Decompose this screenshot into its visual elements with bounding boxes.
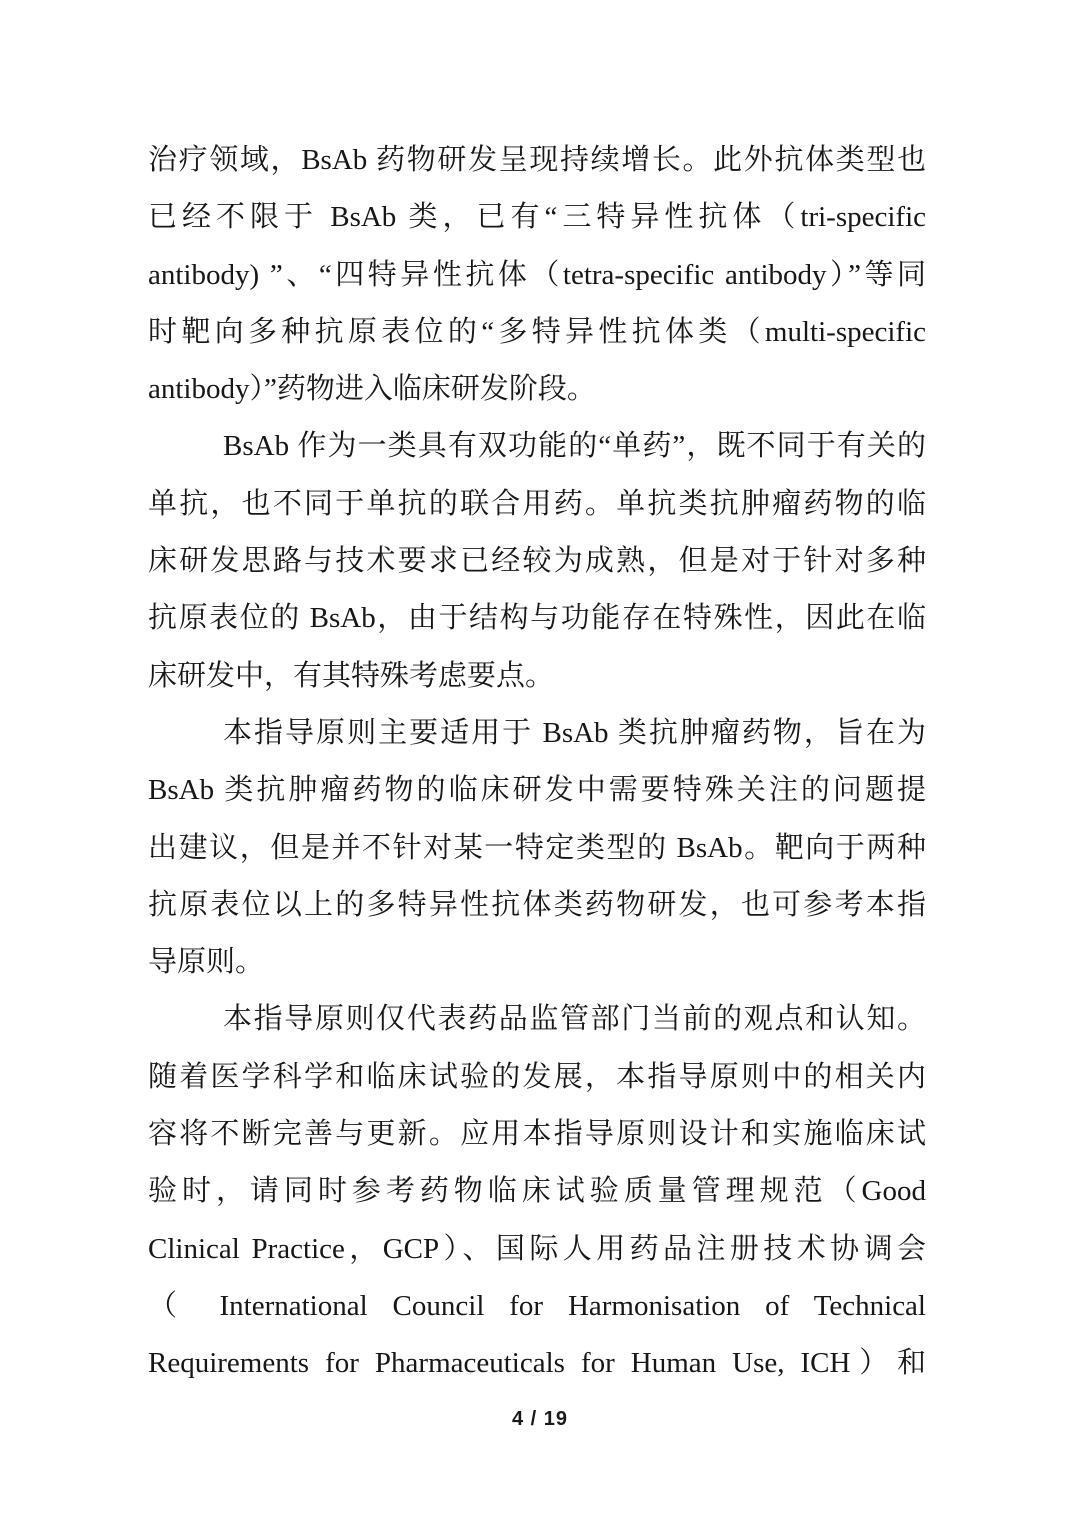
text-line: antibody）”药物进入临床研发阶段。 (148, 373, 596, 406)
text-line: 床研发思路与技术要求已经较为成熟，但是对于针对多种 (148, 545, 926, 578)
document-body (148, 132, 926, 1393)
text-line: 已经不限于 BsAb 类，已有“三特异性抗体（tri-specific (148, 201, 926, 234)
text-line: BsAb 作为一类具有双功能的“单药”，既不同于有关的 (223, 430, 926, 463)
text-line: 抗原表位以上的多特异性抗体类药物研发，也可参考本指 (148, 888, 926, 921)
text-line: （ International Council for Harmonisation of Technical (148, 1289, 926, 1322)
text-line: 本指导原则仅代表药品监管部门当前的观点和认知。 (223, 1003, 926, 1036)
page-number: 4 / 19 (511, 1408, 569, 1430)
text-line: Requirements for Pharmaceuticals for Human Use, ICH）和 (148, 1347, 926, 1380)
text-line: 容将不断完善与更新。应用本指导原则设计和实施临床试 (148, 1118, 926, 1151)
text-line: 时靶向多种抗原表位的“多特异性抗体类（multi-specific (148, 315, 926, 348)
text-line: 出建议，但是并不针对某一特定类型的 BsAb。靶向于两种 (148, 831, 926, 864)
page-footer (0, 1408, 1080, 1431)
text-line: 导原则。 (148, 946, 265, 979)
text-line: 随着医学科学和临床试验的发展，本指导原则中的相关内 (148, 1060, 926, 1093)
text-line: 本指导原则主要适用于 BsAb 类抗肿瘤药物，旨在为 (223, 716, 926, 749)
text-line: 治疗领域，BsAb 药物研发呈现持续增长。此外抗体类型也 (148, 144, 926, 176)
text-line: Clinical Practice，GCP）、国际人用药品注册技术协调会 (148, 1232, 926, 1265)
text-line: 验时，请同时参考药物临床试验质量管理规范（Good (148, 1175, 926, 1208)
text-line: antibody) ”、“四特异性抗体（tetra-specific antibody）”等同 (148, 258, 926, 291)
text-line: 床研发中，有其特殊考虑要点。 (148, 659, 555, 692)
text-line: 单抗，也不同于单抗的联合用药。单抗类抗肿瘤药物的临 (148, 487, 926, 520)
text-line: BsAb 类抗肿瘤药物的临床研发中需要特殊关注的问题提 (148, 774, 926, 807)
text-line: 抗原表位的 BsAb，由于结构与功能存在特殊性，因此在临 (148, 602, 926, 635)
